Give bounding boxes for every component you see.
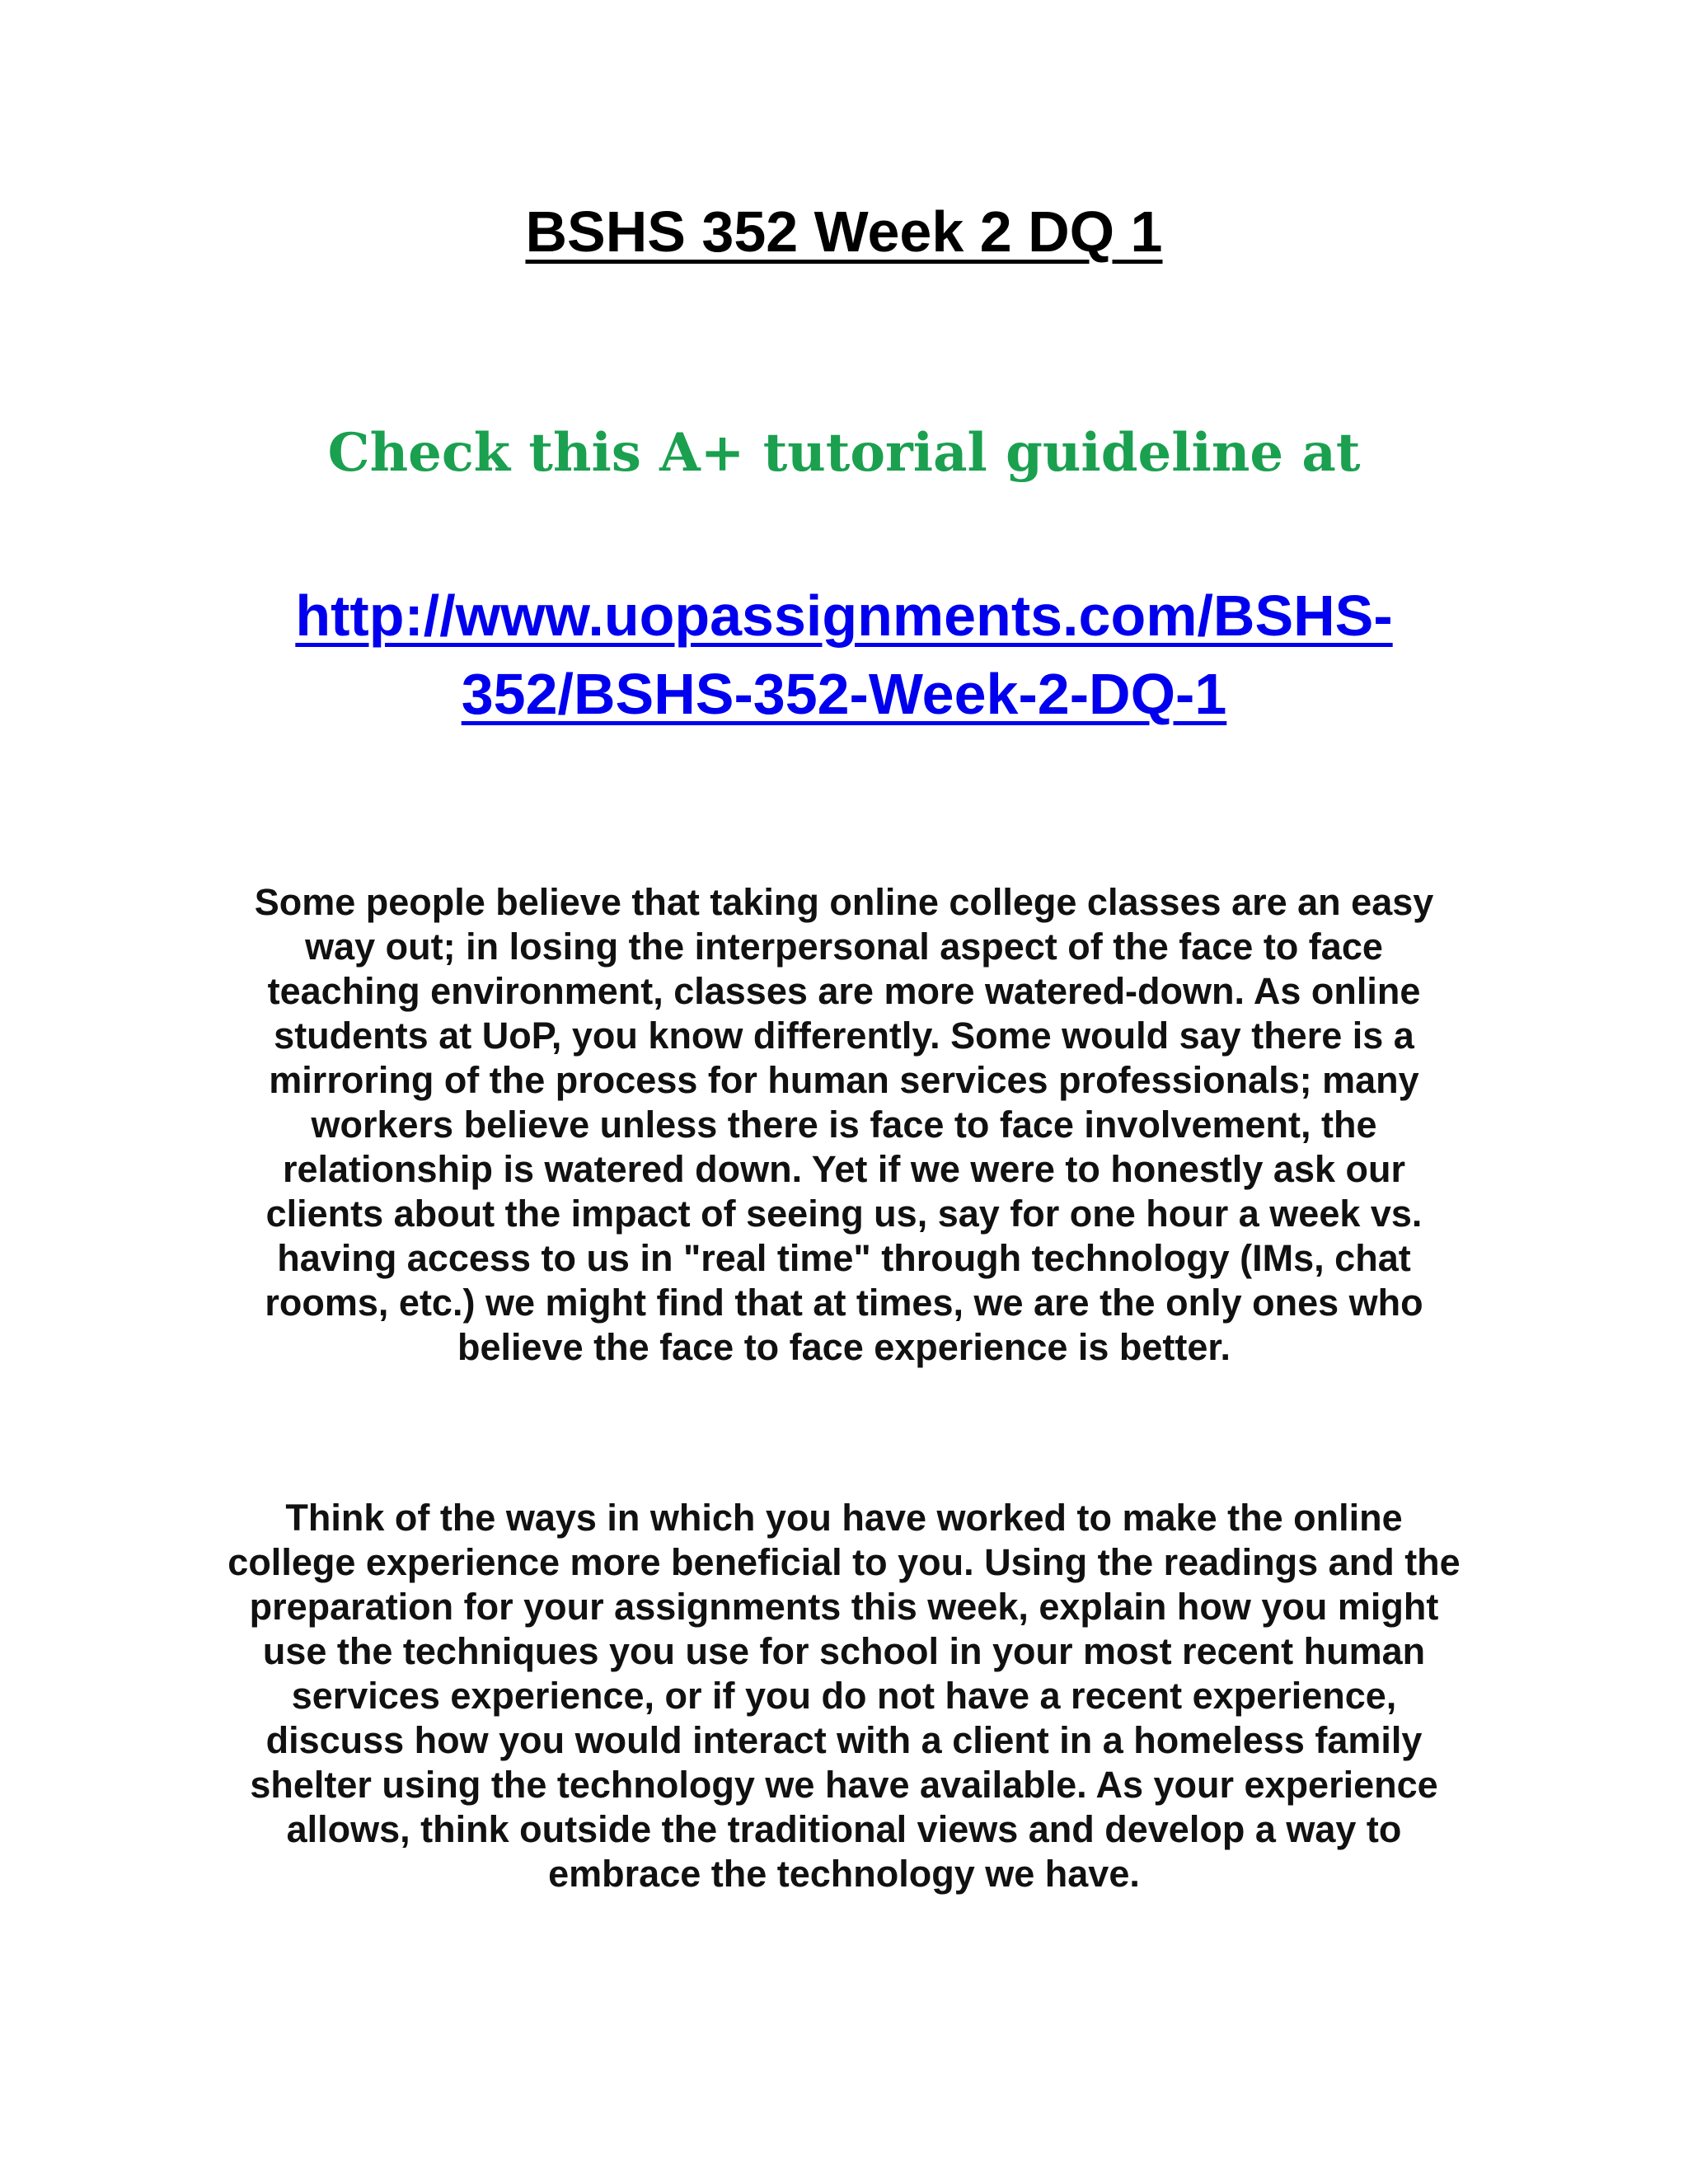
paragraph-prompt	[165, 1496, 1523, 1896]
paragraph-line: relationship is watered down. Yet if we were to honestly ask our	[282, 1148, 1406, 1190]
paragraph-line: mirroring of the process for human services professionals; many	[269, 1059, 1419, 1101]
paragraph-intro	[165, 880, 1523, 1370]
paragraph-line: use the techniques you use for school in your most recent human	[262, 1630, 1426, 1672]
paragraph-line: teaching environment, classes are more watered-down. As online	[267, 970, 1421, 1012]
paragraph-line: allows, think outside the traditional views and develop a way to	[286, 1808, 1402, 1850]
tutorial-link-line-2[interactable]: 352/BSHS-352-Week-2-DQ-1	[461, 662, 1227, 726]
paragraph-line: workers believe unless there is face to face involvement, the	[311, 1104, 1377, 1146]
tutorial-link-line-1[interactable]: http://www.uopassignments.com/BSHS-	[295, 583, 1393, 648]
tutorial-link[interactable]	[0, 577, 1688, 733]
paragraph-line: way out; in losing the interpersonal aspect of the face to face	[305, 926, 1383, 968]
paragraph-line: having access to us in "real time" through technology (IMs, chat	[277, 1237, 1411, 1279]
paragraph-line: rooms, etc.) we might find that at times, we are the only ones who	[265, 1282, 1423, 1324]
paragraph-line: Some people believe that taking online college classes are an easy	[254, 881, 1434, 923]
paragraph-line: preparation for your assignments this week, explain how you might	[249, 1586, 1439, 1628]
paragraph-line: shelter using the technology we have available. As your experience	[250, 1764, 1438, 1806]
paragraph-line: discuss how you would interact with a client in a homeless family	[265, 1719, 1423, 1761]
paragraph-line: clients about the impact of seeing us, say for one hour a week vs.	[265, 1193, 1423, 1235]
page-title: BSHS 352 Week 2 DQ 1	[525, 199, 1163, 264]
paragraph-line: services experience, or if you do not have a recent experience,	[291, 1675, 1397, 1717]
paragraph-line: college experience more beneficial to you. Using the readings and the	[227, 1541, 1461, 1583]
paragraph-line: believe the face to face experience is better.	[457, 1326, 1231, 1368]
paragraph-line: Think of the ways in which you have worked to make the online	[285, 1497, 1403, 1539]
tutorial-subtitle: Check this A+ tutorial guideline at	[327, 422, 1361, 484]
paragraph-line: students at UoP, you know differently. Some would say there is a	[274, 1015, 1414, 1057]
paragraph-line: embrace the technology we have.	[548, 1853, 1140, 1895]
